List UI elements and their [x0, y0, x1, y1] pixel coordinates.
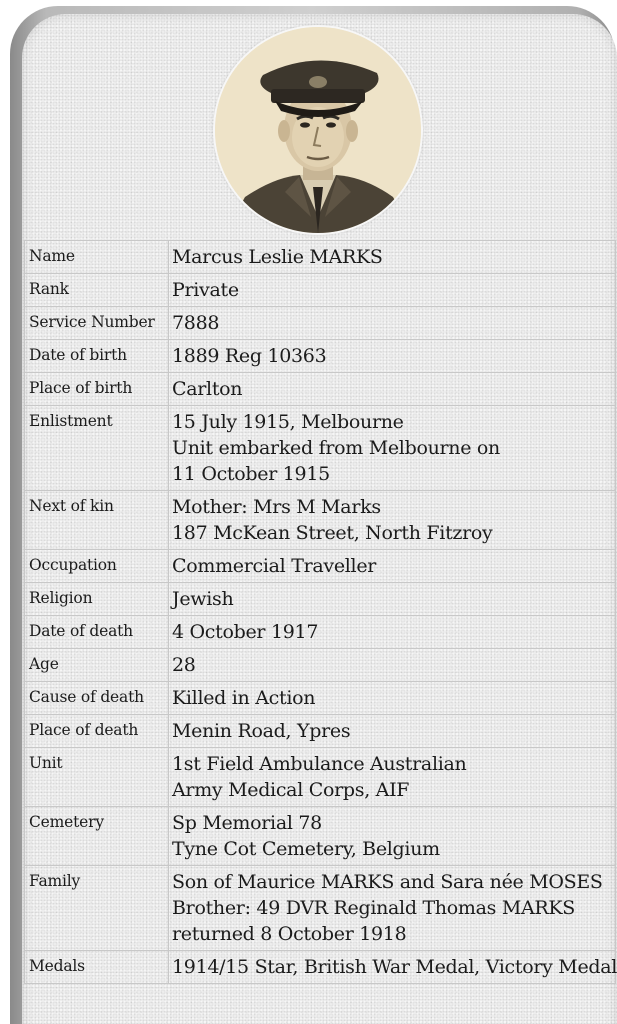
field-value-line: Jewish — [172, 588, 234, 610]
soldier-portrait — [215, 27, 421, 233]
field-value — [169, 307, 616, 340]
field-value-line: 28 — [172, 654, 196, 676]
field-label: Name — [25, 241, 169, 274]
field-label: Cause of death — [25, 682, 169, 715]
field-value — [169, 550, 616, 583]
field-value — [169, 616, 616, 649]
record-row — [25, 807, 616, 866]
record-row — [25, 682, 616, 715]
field-label: Rank — [25, 274, 169, 307]
field-value-line: Commercial Traveller — [172, 555, 377, 577]
field-value-line: 7888 — [172, 312, 220, 334]
field-value-line: Marcus Leslie MARKS — [172, 246, 383, 268]
field-value-line: Brother: 49 DVR Reginald Thomas MARKS — [172, 897, 576, 919]
field-value-line: Private — [172, 279, 239, 301]
record-row — [25, 583, 616, 616]
field-value — [169, 491, 616, 550]
field-value-line: 187 McKean Street, North Fitzroy — [172, 522, 493, 544]
soldier-portrait-image — [215, 27, 421, 233]
field-label: Age — [25, 649, 169, 682]
field-value — [169, 715, 616, 748]
record-row — [25, 406, 616, 491]
field-value — [169, 951, 616, 984]
field-value-line: Mother: Mrs M Marks — [172, 496, 381, 518]
field-label: Cemetery — [25, 807, 169, 866]
record-row — [25, 307, 616, 340]
field-value — [169, 583, 616, 616]
record-row — [25, 866, 616, 951]
service-record-table — [24, 240, 616, 984]
field-label: Date of death — [25, 616, 169, 649]
field-label: Religion — [25, 583, 169, 616]
field-value-line: Army Medical Corps, AIF — [172, 779, 410, 801]
field-value — [169, 748, 616, 807]
field-value — [169, 406, 616, 491]
record-row — [25, 491, 616, 550]
record-row — [25, 616, 616, 649]
field-value — [169, 649, 616, 682]
field-value — [169, 373, 616, 406]
field-value — [169, 340, 616, 373]
field-value-line: 1914/15 Star, British War Medal, Victory Medal — [172, 956, 617, 978]
field-label: Place of death — [25, 715, 169, 748]
field-label: Date of birth — [25, 340, 169, 373]
record-row — [25, 951, 616, 984]
field-value-line: 11 October 1915 — [172, 463, 330, 485]
record-row — [25, 340, 616, 373]
field-value-line: Son of Maurice MARKS and Sara née MOSES — [172, 871, 603, 893]
field-value-line: returned 8 October 1918 — [172, 923, 407, 945]
field-value — [169, 807, 616, 866]
field-label: Service Number — [25, 307, 169, 340]
field-value-line: 15 July 1915, Melbourne — [172, 411, 404, 433]
field-value-line: Menin Road, Ypres — [172, 720, 351, 742]
record-row — [25, 274, 616, 307]
service-record-body — [25, 241, 616, 984]
record-row — [25, 748, 616, 807]
field-value-line: Sp Memorial 78 — [172, 812, 322, 834]
field-label: Place of birth — [25, 373, 169, 406]
field-label: Occupation — [25, 550, 169, 583]
field-label: Next of kin — [25, 491, 169, 550]
field-value-line: 1889 Reg 10363 — [172, 345, 327, 367]
record-row — [25, 373, 616, 406]
field-value-line: Killed in Action — [172, 687, 316, 709]
field-label: Enlistment — [25, 406, 169, 491]
field-value — [169, 682, 616, 715]
field-value-line: Carlton — [172, 378, 243, 400]
field-label: Unit — [25, 748, 169, 807]
record-row — [25, 649, 616, 682]
field-value-line: 1st Field Ambulance Australian — [172, 753, 467, 775]
field-value-line: 4 October 1917 — [172, 621, 319, 643]
field-value-line: Unit embarked from Melbourne on — [172, 437, 500, 459]
record-row — [25, 241, 616, 274]
field-value — [169, 866, 616, 951]
record-row — [25, 715, 616, 748]
field-label: Family — [25, 866, 169, 951]
field-value-line: Tyne Cot Cemetery, Belgium — [172, 838, 440, 860]
field-value — [169, 241, 616, 274]
record-row — [25, 550, 616, 583]
field-label: Medals — [25, 951, 169, 984]
field-value — [169, 274, 616, 307]
